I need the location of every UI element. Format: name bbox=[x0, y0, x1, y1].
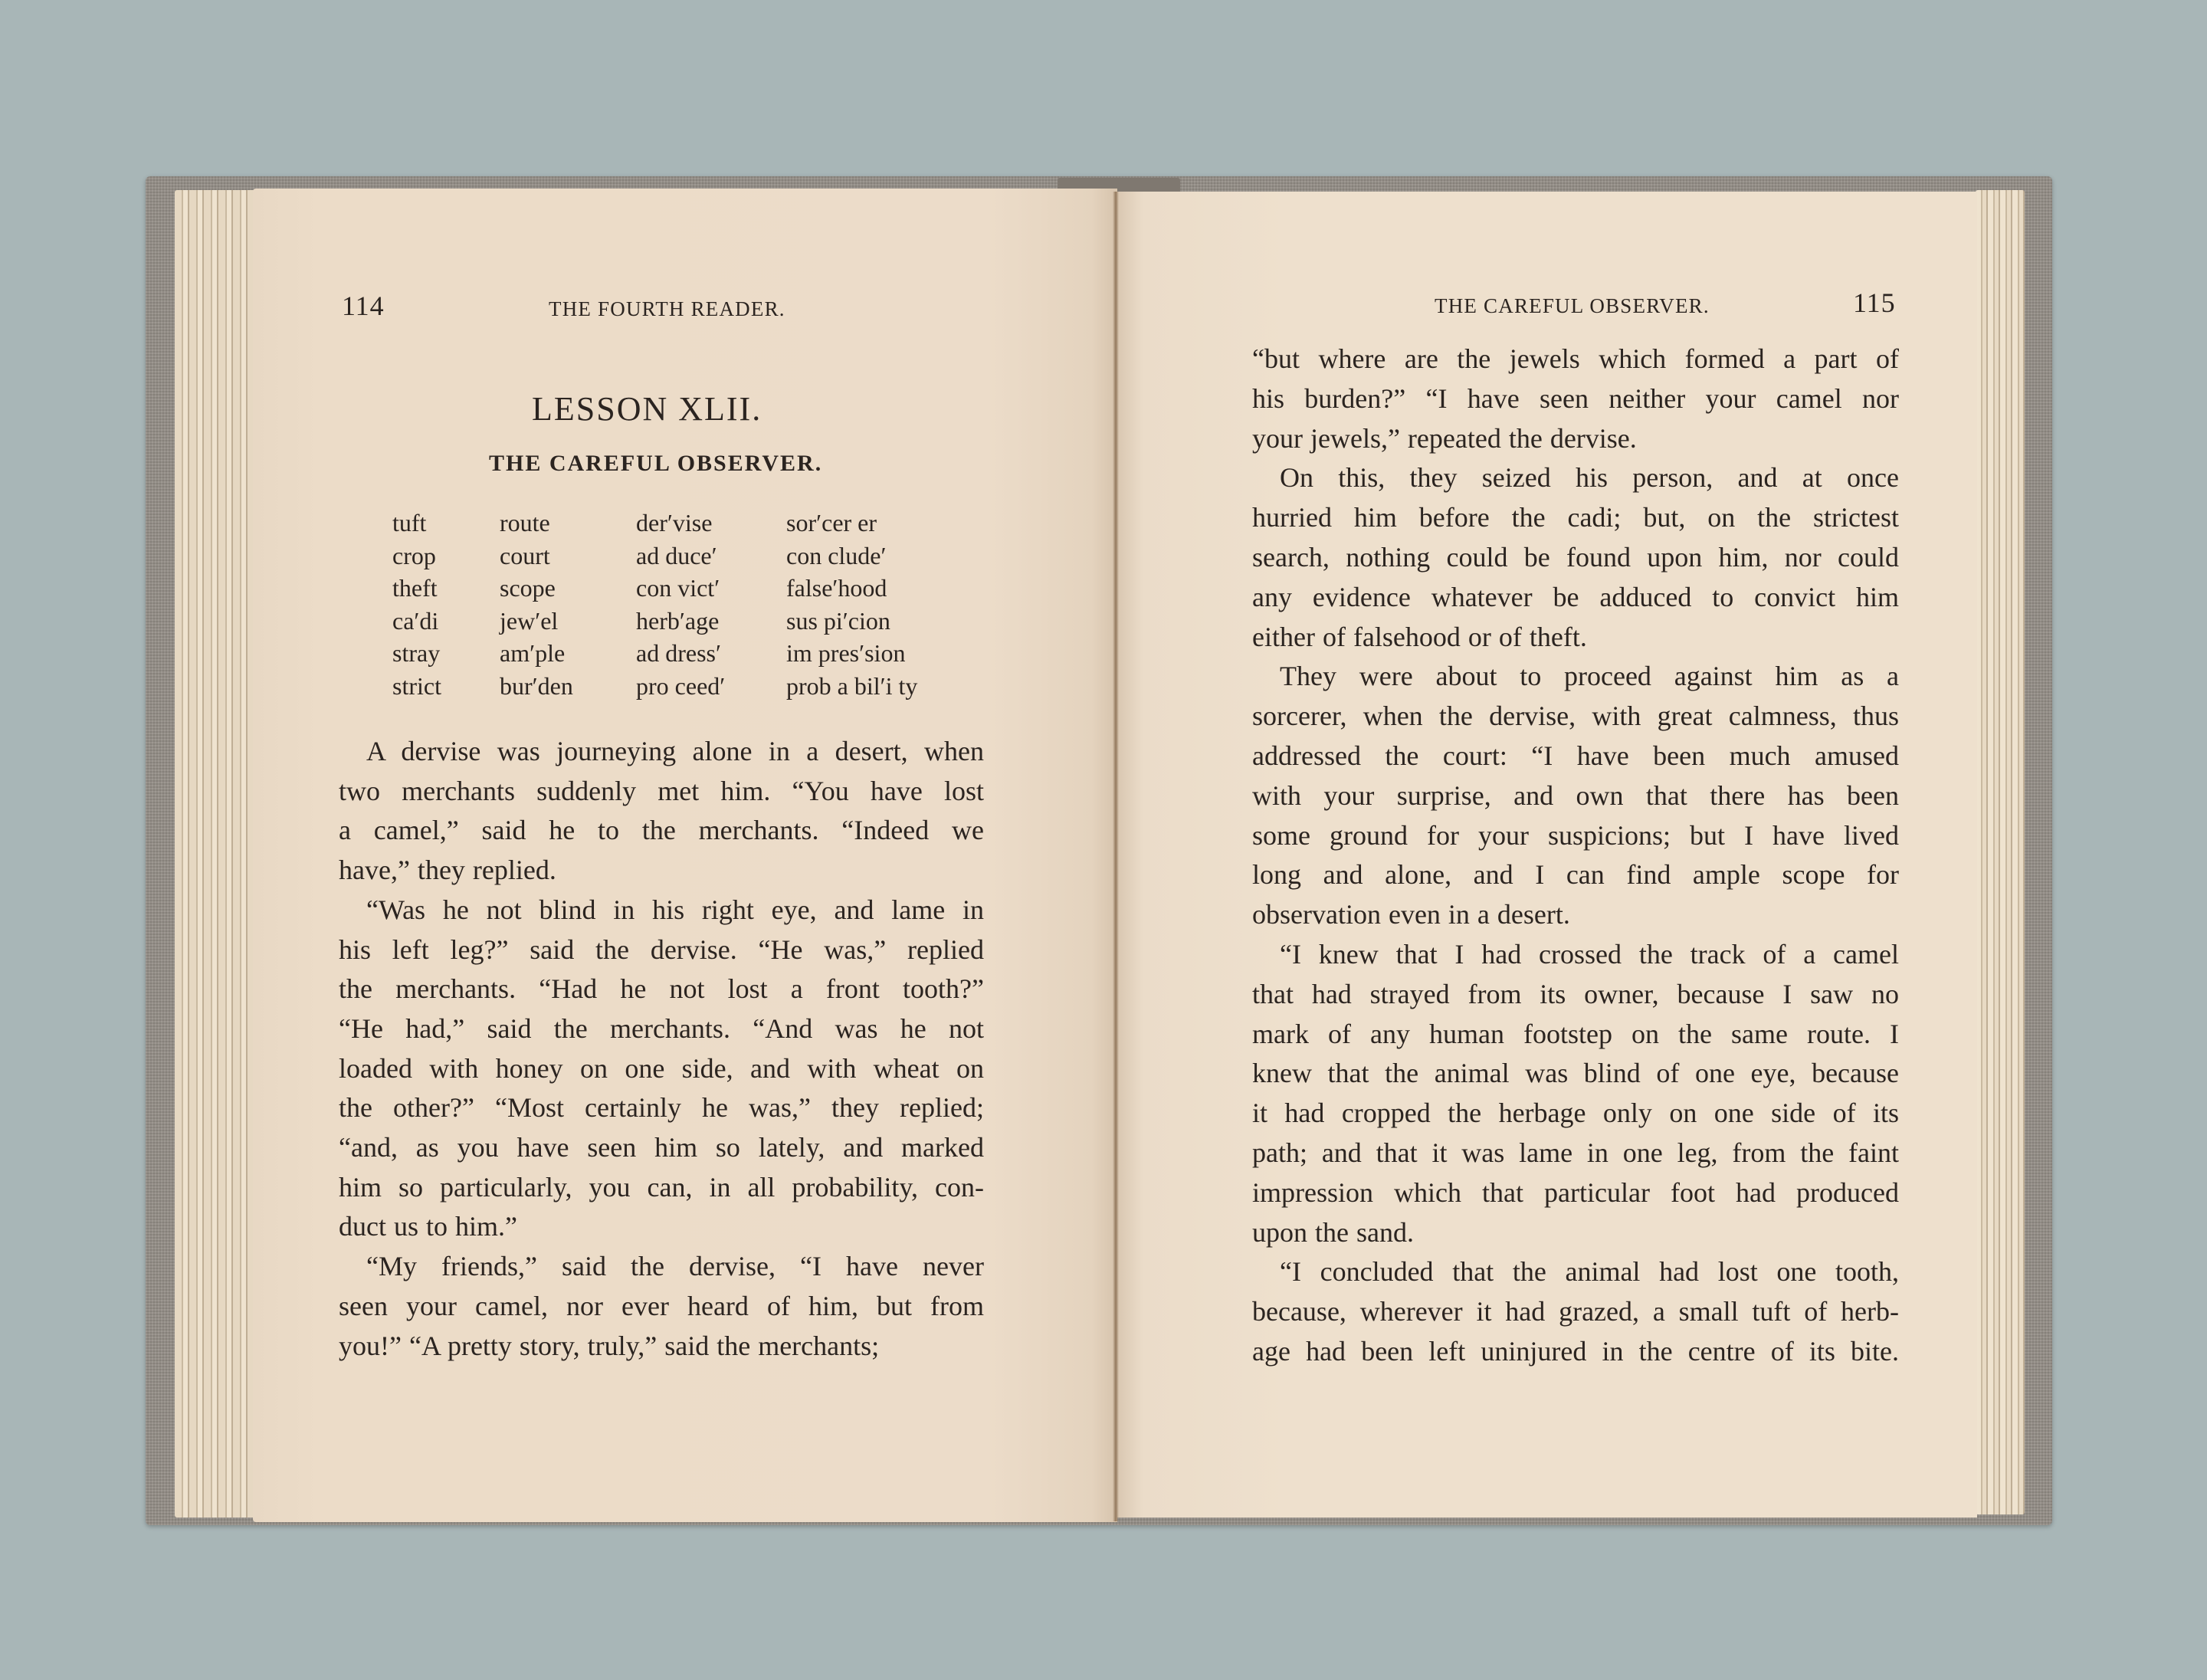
spelling-word: scope bbox=[500, 574, 556, 602]
text-line: have,” they replied. bbox=[339, 855, 556, 886]
spelling-word: im pres′sion bbox=[786, 639, 906, 667]
right-page-number: 115 bbox=[1853, 287, 1896, 318]
text-line: A dervise was journeying alone in a desert, when bbox=[366, 736, 984, 766]
text-line: upon the sand. bbox=[1252, 1216, 1414, 1248]
text-line: that had strayed from its owner, because I saw no bbox=[1252, 978, 1899, 1009]
text-line: with your surprise, and own that there has been bbox=[1252, 779, 1899, 811]
text-line: two merchants suddenly met him. “You have lost bbox=[339, 775, 984, 806]
text-line: They were about to proceed against him as a bbox=[1280, 661, 1899, 692]
text-line: mark of any human footstep on the same route. I bbox=[1252, 1018, 1899, 1049]
text-line: “I concluded that the animal had lost one tooth, bbox=[1280, 1256, 1899, 1288]
spelling-word: ad dress′ bbox=[636, 639, 721, 667]
text-line: “I knew that I had crossed the track of a camel bbox=[1280, 939, 1899, 970]
text-line: “but where are the jewels which formed a part of bbox=[1252, 343, 1899, 374]
text-line: “and, as you have seen him so lately, and marked bbox=[339, 1132, 984, 1163]
right-running-head: THE CAREFUL OBSERVER. bbox=[1435, 294, 1710, 317]
text-line: the merchants. “Had he not lost a front tooth?” bbox=[339, 973, 984, 1005]
text-line: you!” “A pretty story, truly,” said the merchants; bbox=[339, 1330, 880, 1361]
text-line: “He had,” said the merchants. “And was he not bbox=[339, 1012, 984, 1044]
book-gutter bbox=[1113, 192, 1119, 1521]
spelling-word: con vict′ bbox=[636, 574, 720, 602]
text-line: seen your camel, nor ever heard of him, but from bbox=[339, 1290, 984, 1321]
spelling-word: herb′age bbox=[636, 606, 720, 635]
text-line: your jewels,” repeated the dervise. bbox=[1252, 422, 1637, 454]
text-line: knew that the animal was blind of one eye, because bbox=[1252, 1058, 1899, 1089]
spelling-word: stray bbox=[392, 639, 441, 667]
right-page-edges bbox=[1976, 190, 2025, 1514]
text-line: age had been left uninjured in the centre of its bite. bbox=[1252, 1336, 1899, 1367]
text-line: him so particularly, you can, in all probability, con- bbox=[339, 1171, 984, 1203]
spelling-word: strict bbox=[392, 671, 441, 700]
text-line: the other?” “Most certainly he was,” they replied; bbox=[339, 1092, 984, 1124]
text-line: either of falsehood or of theft. bbox=[1252, 621, 1587, 652]
text-line: observation even in a desert. bbox=[1252, 899, 1570, 930]
spelling-word: con clude′ bbox=[786, 541, 887, 569]
spelling-word: court bbox=[500, 541, 550, 569]
spelling-word: tuft bbox=[392, 509, 427, 536]
text-line: loaded with honey on one side, and with wheat on bbox=[339, 1052, 984, 1084]
lesson-title: LESSON XLII. bbox=[532, 390, 762, 428]
text-line: hurried him before the cadi; but, on the strictest bbox=[1252, 502, 1899, 533]
spelling-word: theft bbox=[392, 574, 438, 602]
left-running-head: THE FOURTH READER. bbox=[549, 297, 785, 320]
text-line: “My friends,” said the dervise, “I have never bbox=[366, 1251, 984, 1282]
text-line: duct us to him.” bbox=[339, 1211, 517, 1242]
text-line: addressed the court: “I have been much amused bbox=[1252, 740, 1899, 771]
text-line: his burden?” “I have seen neither your camel nor bbox=[1252, 382, 1899, 414]
text-line: some ground for your suspicions; but I have lived bbox=[1252, 819, 1899, 851]
text-line: it had cropped the herbage only on one side of its bbox=[1252, 1098, 1899, 1129]
spelling-word: false′hood bbox=[786, 574, 887, 602]
text-line: a camel,” said he to the merchants. “Indeed we bbox=[339, 815, 984, 846]
spelling-word: crop bbox=[392, 541, 436, 569]
text-line: On this, they seized his person, and at once bbox=[1280, 462, 1899, 494]
text-line: any evidence whatever be adduced to convict him bbox=[1252, 581, 1899, 612]
text-line: sorcerer, when the dervise, with great calmness, thus bbox=[1252, 701, 1899, 732]
text-line: search, nothing could be found upon him, nor could bbox=[1252, 542, 1899, 573]
spelling-word: pro ceed′ bbox=[636, 671, 726, 700]
text-line: his left leg?” said the dervise. “He was,” replied bbox=[339, 934, 984, 965]
spelling-word: ad duce′ bbox=[636, 541, 717, 569]
text-line: path; and that it was lame in one leg, from the faint bbox=[1252, 1137, 1899, 1168]
spelling-word: prob a bil′i ty bbox=[786, 671, 918, 700]
spelling-word: sor′cer er bbox=[786, 509, 877, 536]
spelling-word: ca′di bbox=[392, 606, 439, 635]
lesson-subtitle: THE CAREFUL OBSERVER. bbox=[489, 451, 823, 476]
spelling-word: route bbox=[500, 509, 550, 536]
spelling-word: bur′den bbox=[500, 671, 573, 700]
spelling-word: jew′el bbox=[500, 606, 559, 635]
text-line: impression which that particular foot had produced bbox=[1252, 1176, 1899, 1208]
text-line: long and alone, and I can find ample scope for bbox=[1252, 859, 1899, 891]
spelling-word: der′vise bbox=[636, 509, 713, 536]
text-line: “Was he not blind in his right eye, and lame in bbox=[366, 894, 984, 925]
left-page-number: 114 bbox=[342, 290, 385, 321]
text-line: because, wherever it had grazed, a small tuft of herb- bbox=[1252, 1296, 1899, 1327]
spelling-word: am′ple bbox=[500, 639, 566, 667]
spelling-word: sus pi′cion bbox=[786, 606, 890, 635]
